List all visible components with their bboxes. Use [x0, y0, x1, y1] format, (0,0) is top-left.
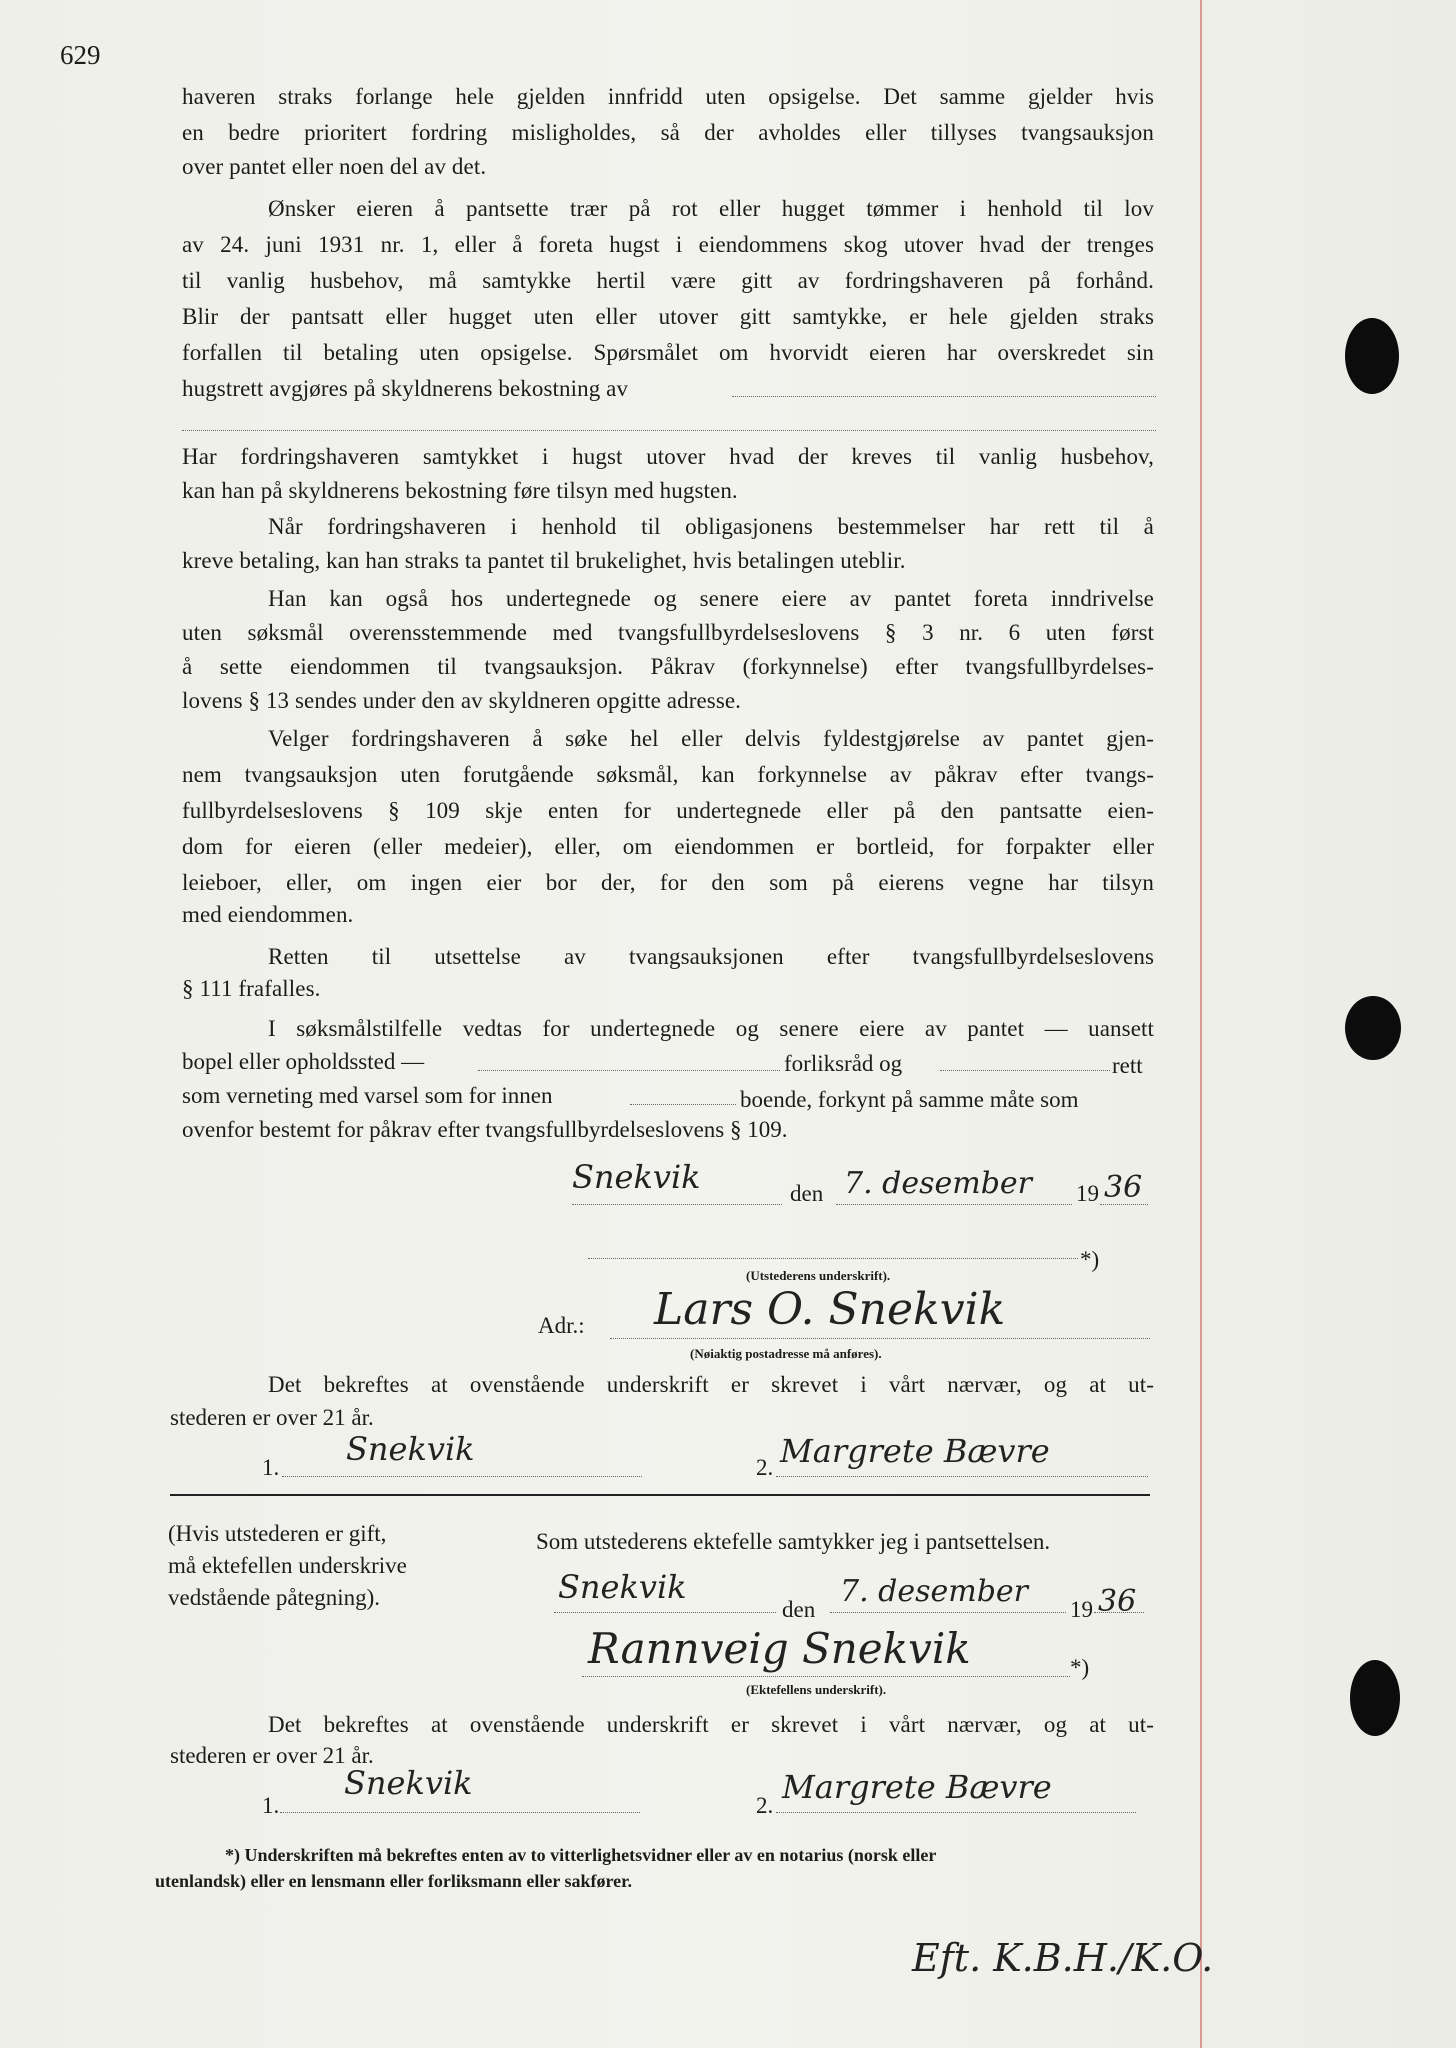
year-handwritten: 36	[1098, 1584, 1137, 1619]
punch-hole-middle	[1345, 996, 1401, 1060]
witness-number: 1.	[262, 1455, 280, 1480]
date-handwritten: 7. desember	[844, 1166, 1033, 1201]
text-line: fullbyrdelseslovens § 109 skje enten for undertegnede eller på den pantsatte eien-	[182, 798, 1154, 823]
text-line: bopel eller opholdssted —	[182, 1049, 425, 1074]
text-line: Retten til utsettelse av tvangsauksjonen efter tvangsfullbyrdelseslovens	[268, 944, 1154, 969]
witness-line	[280, 1812, 640, 1813]
den-label: den	[790, 1181, 824, 1206]
text-line: Velger fordringshaveren å søke hel eller delvis fyldestgjørelse av pantet gjen-	[268, 726, 1154, 751]
punch-hole-bottom	[1350, 1660, 1400, 1736]
footnote-line: utenlandsk) eller en lensmann eller forliksmann eller sakfører.	[155, 1871, 633, 1891]
signature-line	[582, 1676, 1070, 1677]
text-line: leieboer, eller, om ingen eier bor der, for den som på eierens vegne har tilsyn	[182, 870, 1154, 895]
text-line: av 24. juni 1931 nr. 1, eller å foreta hugst i eiendommens skog utover hvad der trenges	[182, 232, 1154, 257]
text-line: ovenfor bestemt for påkrav efter tvangsfullbyrdelseslovens § 109.	[182, 1117, 788, 1142]
witness-signature: Margrete Bævre	[780, 1432, 1050, 1470]
witness-signature: Snekvik	[344, 1764, 473, 1802]
punch-hole-top	[1345, 318, 1399, 394]
text-line: Det bekreftes at ovenstående underskrift er skrevet i vårt nærvær, og at ut-	[268, 1712, 1154, 1737]
text-line: § 111 frafalles.	[182, 976, 321, 1001]
text-line: en bedre prioritert fordring misligholdes, så der avholdes eller tillyses tvangsauksjon	[182, 120, 1154, 145]
witness-signature: Margrete Bævre	[782, 1768, 1052, 1806]
address-label: Adr.:	[538, 1313, 585, 1338]
text-line: som verneting med varsel som for innen	[182, 1083, 553, 1108]
text-line: stederen er over 21 år.	[170, 1743, 374, 1768]
spouse-signature-handwritten: Rannveig Snekvik	[588, 1624, 971, 1673]
fill-in-line	[836, 1204, 1072, 1205]
spouse-consent: Som utstederens ektefelle samtykker jeg i pantsettelsen.	[536, 1529, 1051, 1554]
spouse-note-line: vedstående påtegning).	[168, 1585, 381, 1610]
footnote-mark: *)	[1080, 1247, 1100, 1272]
year-prefix: 19	[1076, 1181, 1099, 1206]
witness-line	[282, 1476, 642, 1477]
date-handwritten: 7. desember	[840, 1574, 1029, 1609]
text-line: hugstrett avgjøres på skyldnerens bekostning av	[182, 376, 629, 401]
spouse-note-line: må ektefellen underskrive	[168, 1553, 407, 1578]
text-line: til vanlig husbehov, må samtykke hertil være gitt av fordringshaveren på forhånd.	[182, 268, 1154, 293]
fill-in-line	[572, 1204, 782, 1205]
text-line: Ønsker eieren å pantsette trær på rot eller hugget tømmer i henhold til lov	[268, 196, 1154, 221]
address-caption: (Nøiaktig postadresse må anføres).	[690, 1346, 882, 1361]
text-line: forfallen til betaling uten opsigelse. Spørsmålet om hvorvidt eieren har overskredet sin	[182, 340, 1154, 365]
witness-signature: Snekvik	[346, 1430, 475, 1468]
fill-in-line	[1094, 1612, 1144, 1613]
text-fragment: rett	[1112, 1053, 1143, 1078]
text-line: nem tvangsauksjon uten forutgående søksmål, kan forkynnelse av påkrav efter tvangs-	[182, 762, 1154, 787]
text-line: Blir der pantsatt eller hugget uten eller utover gitt samtykke, er hele gjelden straks	[182, 304, 1154, 329]
text-line: kan han på skyldnerens bekostning føre tilsyn med hugsten.	[182, 478, 738, 503]
fill-in-line	[940, 1070, 1110, 1071]
handwritten-annotation: Eft. K.B.H./K.O.	[912, 1936, 1214, 1980]
page-number: 629	[60, 40, 101, 70]
spouse-note-line: (Hvis utstederen er gift,	[168, 1521, 387, 1546]
place-handwritten: Snekvik	[572, 1158, 701, 1196]
witness-number: 2.	[756, 1793, 774, 1818]
text-line: lovens § 13 sendes under den av skyldneren opgitte adresse.	[182, 688, 742, 713]
year-handwritten: 36	[1104, 1170, 1143, 1205]
text-line: med eiendommen.	[182, 902, 354, 927]
text-line: Har fordringshaveren samtykket i hugst utover hvad der kreves til vanlig husbehov,	[182, 444, 1154, 469]
section-divider	[170, 1494, 1150, 1496]
text-line: kreve betaling, kan han straks ta pantet til brukelighet, hvis betalingen uteblir.	[182, 548, 906, 573]
text-line: dom for eieren (eller medeier), eller, om eiendommen er bortleid, for forpakter eller	[182, 834, 1154, 859]
witness-line	[776, 1476, 1148, 1477]
text-line: uten søksmål overensstemmende med tvangsfullbyrdelseslovens § 3 nr. 6 uten først	[182, 620, 1154, 645]
text-fragment: boende, forkynt på samme måte som	[740, 1087, 1079, 1112]
fill-in-line	[732, 396, 1156, 397]
address-line	[610, 1338, 1150, 1339]
fill-in-line	[478, 1070, 780, 1071]
witness-number: 2.	[756, 1455, 774, 1480]
text-line: å sette eiendommen til tvangsauksjon. Påkrav (forkynnelse) efter tvangsfullbyrdelses-	[182, 654, 1154, 679]
place-handwritten: Snekvik	[558, 1568, 687, 1606]
text-line: Det bekreftes at ovenstående underskrift er skrevet i vårt nærvær, og at ut-	[268, 1372, 1154, 1397]
fill-in-line	[182, 430, 1156, 431]
signature-caption: (Utstederens underskrift).	[746, 1268, 891, 1283]
fill-in-line	[830, 1612, 1066, 1613]
signature-line	[588, 1258, 1078, 1259]
witness-line	[776, 1812, 1136, 1813]
text-line: Han kan også hos undertegnede og senere eiere av pantet foreta inndrivelse	[268, 586, 1154, 611]
text-line: Når fordringshaveren i henhold til obligasjonens bestemmelser har rett til å	[268, 514, 1154, 539]
text-line: I søksmålstilfelle vedtas for undertegnede og senere eiere av pantet — uansett	[268, 1016, 1154, 1041]
fill-in-line	[630, 1104, 736, 1105]
year-prefix: 19	[1070, 1597, 1093, 1622]
fill-in-line	[554, 1612, 776, 1613]
footnote-line: *) Underskriften må bekreftes enten av to vitterlighetsvidner eller av en notarius (norsk eller	[225, 1845, 937, 1865]
footnote-mark: *)	[1070, 1655, 1090, 1680]
text-line: over pantet eller noen del av det.	[182, 154, 487, 179]
signature-handwritten: Lars O. Snekvik	[654, 1284, 1006, 1335]
text-line: haveren straks forlange hele gjelden innfridd uten opsigelse. Det samme gjelder hvis	[182, 84, 1154, 109]
signature-caption: (Ektefellens underskrift).	[746, 1682, 887, 1697]
margin-line	[1200, 0, 1202, 2048]
witness-number: 1.	[262, 1793, 280, 1818]
fill-in-line	[1100, 1204, 1148, 1205]
text-fragment: forliksråd og	[784, 1051, 903, 1076]
den-label: den	[782, 1597, 816, 1622]
text-line: stederen er over 21 år.	[170, 1405, 374, 1430]
